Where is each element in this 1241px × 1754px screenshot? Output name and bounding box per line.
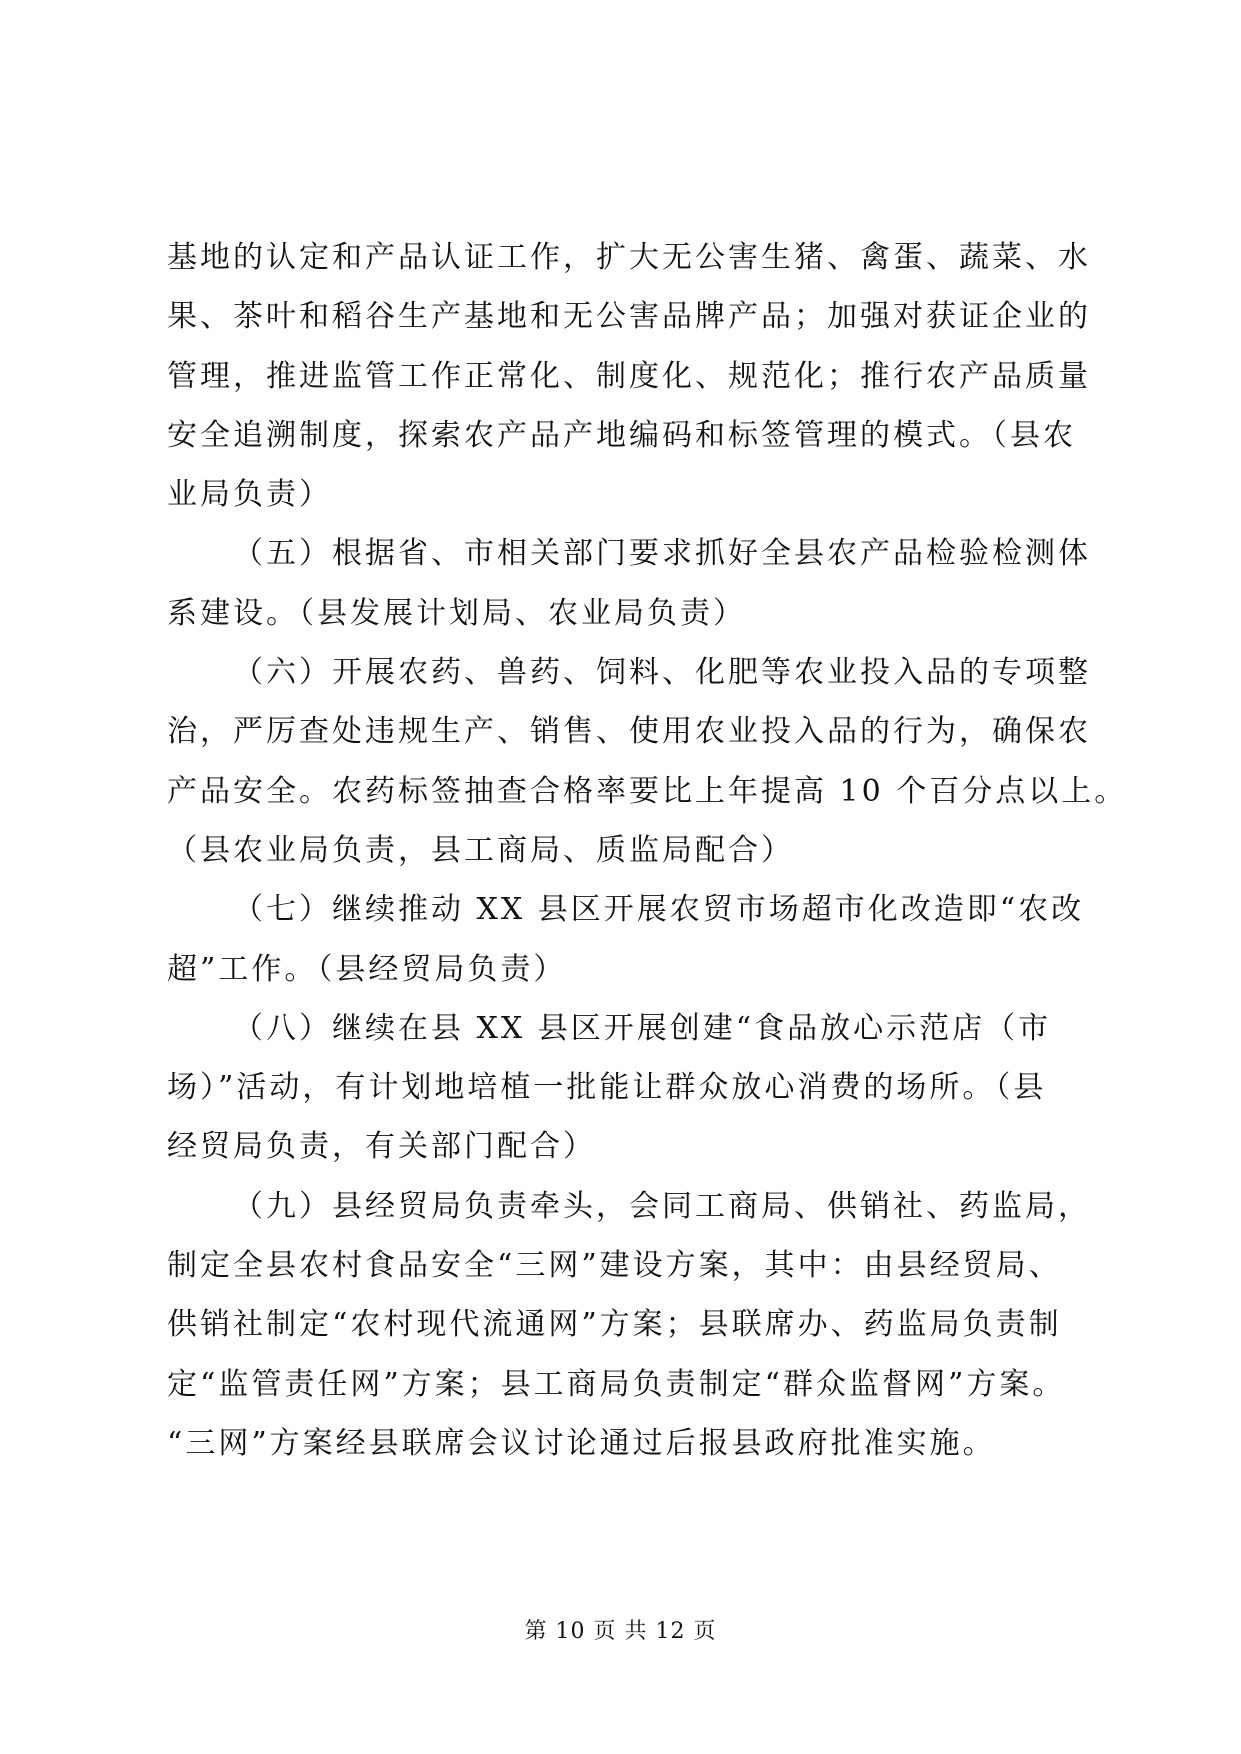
document-body — [167, 228, 1128, 1473]
paragraph-start-5: （五）根据省、市相关部门要求抓好全县农产品检验检测体 — [233, 536, 1091, 572]
text-line: 安全追溯制度，探索农产品产地编码和标签管理的模式。（县农 — [167, 417, 1076, 453]
text-line: 供销社制定“农村现代流通网”方案；县联席办、药监局负责制 — [167, 1307, 1062, 1343]
text-line: 制定全县农村食品安全“三网”建设方案，其中：由县经贸局、 — [167, 1248, 1062, 1284]
text-line: 场）”活动，有计划地培植一批能让群众放心消费的场所。（县 — [167, 1070, 1047, 1106]
page-number-footer: 第 10 页 共 12 页 — [524, 1619, 717, 1644]
paragraph-start-8: （八）继续在县 XX 县区开展创建“食品放心示范店（市 — [233, 1010, 1052, 1046]
text-line: （县农业局负责，县工商局、质监局配合） — [167, 832, 794, 868]
text-line: 定“监管责任网”方案；县工商局负责制定“群众监督网”方案。 — [167, 1366, 1066, 1402]
text-line: 果、茶叶和稻谷生产基地和无公害品牌产品；加强对获证企业的 — [167, 299, 1091, 335]
paragraph-start-9: （九）县经贸局负责牵头，会同工商局、供销社、药监局， — [233, 1188, 1091, 1224]
paragraph-start-7: （七）继续推动 XX 县区开展农贸市场超市化改造即“农改 — [233, 892, 1085, 928]
text-line: 业局负责） — [167, 477, 332, 513]
text-line: 基地的认定和产品认证工作，扩大无公害生猪、禽蛋、蔬菜、水 — [167, 240, 1091, 275]
text-line: 产品安全。农药标签抽查合格率要比上年提高 10 个百分点以上。 — [167, 773, 1128, 809]
text-line: 治，严厉查处违规生产、销售、使用农业投入品的行为，确保农 — [167, 714, 1091, 750]
text-line: 超”工作。（县经贸局负责） — [167, 951, 567, 987]
text-line: 管理，推进监管工作正常化、制度化、规范化；推行农产品质量 — [167, 358, 1091, 394]
text-line: 经贸局负责，有关部门配合） — [167, 1129, 596, 1165]
text-line: “三网”方案经县联席会议讨论通过后报县政府批准实施。 — [167, 1425, 996, 1461]
paragraph-start-6: （六）开展农药、兽药、饲料、化肥等农业投入品的专项整 — [233, 655, 1091, 691]
text-line: 系建设。（县发展计划局、农业局负责） — [167, 595, 746, 631]
